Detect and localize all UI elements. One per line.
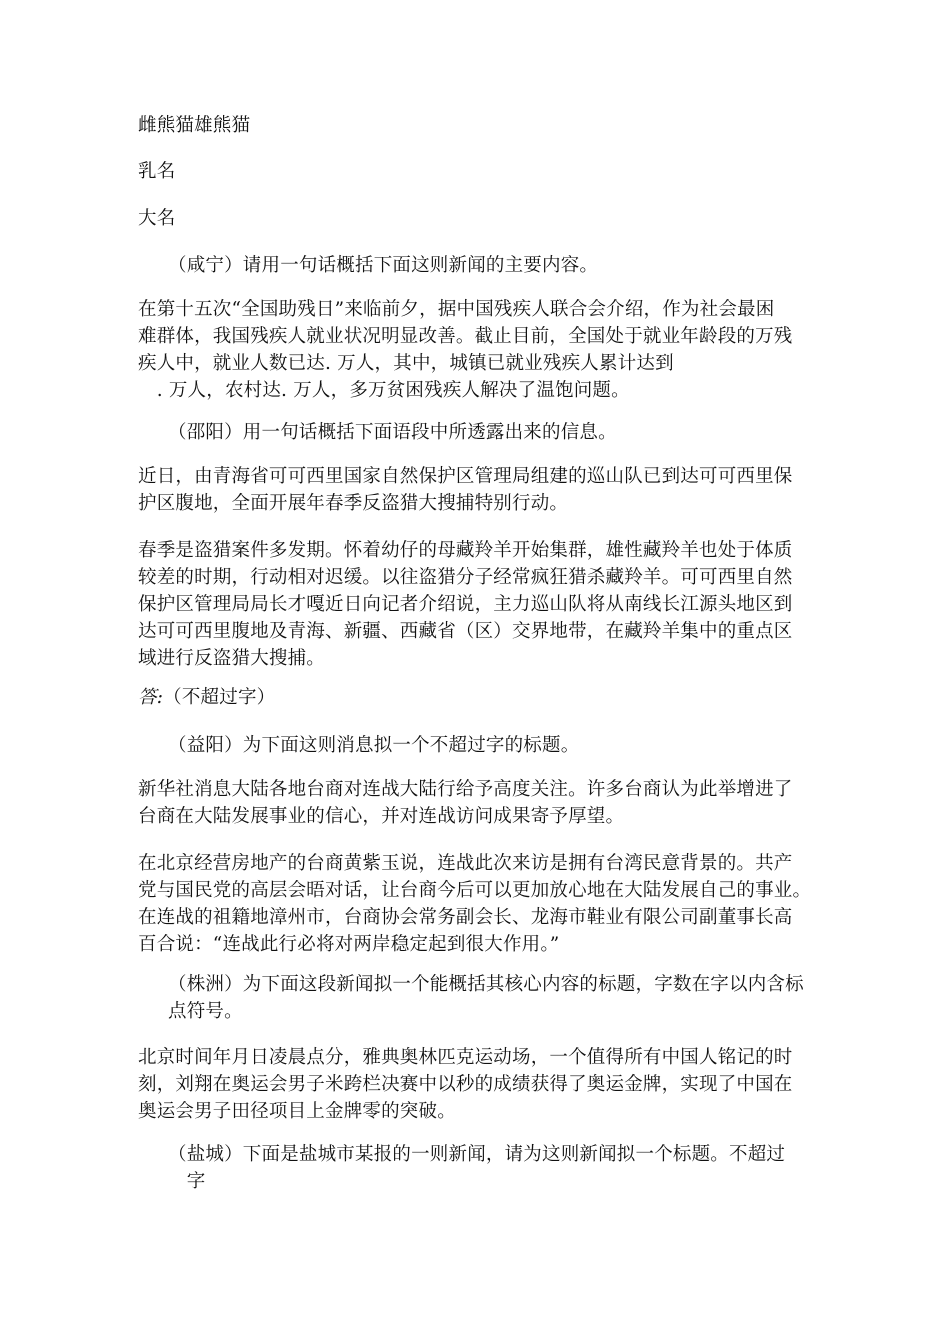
title-line: 雌熊猫雄熊猫: [138, 115, 251, 136]
question-4-passage: 北京时间年月日凌晨点分，雅典奥林匹克运动场，一个值得所有中国人铭记的时 刻，刘翔在奥运会男子米跨栏决赛中以秒的成绩获得了奥运金牌，实现了中国在 奥运会男子田径项目上金牌零的突破。: [138, 1047, 793, 1122]
answer-note: （不超过字）: [163, 687, 276, 708]
question-1-passage: 在第十五次“全国助残日”来临前夕，据中国残疾人联合会介绍，作为社会最困 难群体，我国残疾人就业状况明显改善。截止目前，全国处于就业年龄段的万残 疾人中，就业人数已达. 万人，其中，城镇已就业残疾人累计达到 . 万人，农村达. 万人，多万贫困残疾人解决了温饱问题。: [138, 299, 793, 401]
question-2-answer-line: [138, 684, 828, 711]
formal-name-label: 大名: [138, 208, 176, 229]
question-3-prompt: （益阳）为下面这则消息拟一个不超过字的标题。: [168, 735, 580, 756]
question-2-passage-1: 近日，由青海省可可西里国家自然保护区管理局组建的巡山队已到达可可西里保 护区腹地，全面开展年春季反盗猎大搜捕特别行动。: [138, 466, 793, 514]
question-2-passage-2: 春季是盗猎案件多发期。怀着幼仔的母藏羚羊开始集群，雄性藏羚羊也处于体质 较差的时期，行动相对迟缓。以往盗猎分子经常疯狂猎杀藏羚羊。可可西里自然 保护区管理局局长才嘎近日向记者介绍说，主力巡山队将从南线长江源头地区到 达可可西里腹地及青海、新疆、西藏省（区）交界地带，在藏羚羊集中的重点区 域进行反盗猎大搜捕。: [138, 540, 793, 669]
answer-label: 答:: [138, 687, 164, 708]
question-4-prompt: （株洲）为下面这段新闻拟一个能概括其核心内容的标题，字数在字以内含标 点符号。: [168, 974, 804, 1022]
question-5-prompt: （盐城）下面是盐城市某报的一则新闻，请为这则新闻拟一个标题。不超过 字: [168, 1144, 786, 1192]
question-2-prompt: （邵阳）用一句话概括下面语段中所透露出来的信息。: [168, 422, 617, 443]
question-1-prompt: （咸宁）请用一句话概括下面这则新闻的主要内容。: [168, 255, 599, 276]
question-3-passage-2: 在北京经营房地产的台商黄紫玉说，连战此次来访是拥有台湾民意背景的。共产 党与国民党的高层会晤对话，让台商今后可以更加放心地在大陆发展自己的事业。 在连战的祖籍地漳州市，台商协会常务副会长、龙海市鞋业有限公司副董事长高 百合说：“连战此行必将对两岸稳定起到很大作用。”: [138, 853, 812, 955]
nickname-label: 乳名: [138, 161, 176, 182]
question-3-passage-1: 新华社消息大陆各地台商对连战大陆行给予高度关注。许多台商认为此举增进了 台商在大陆发展事业的信心，并对连战访问成果寄予厚望。: [138, 779, 793, 827]
